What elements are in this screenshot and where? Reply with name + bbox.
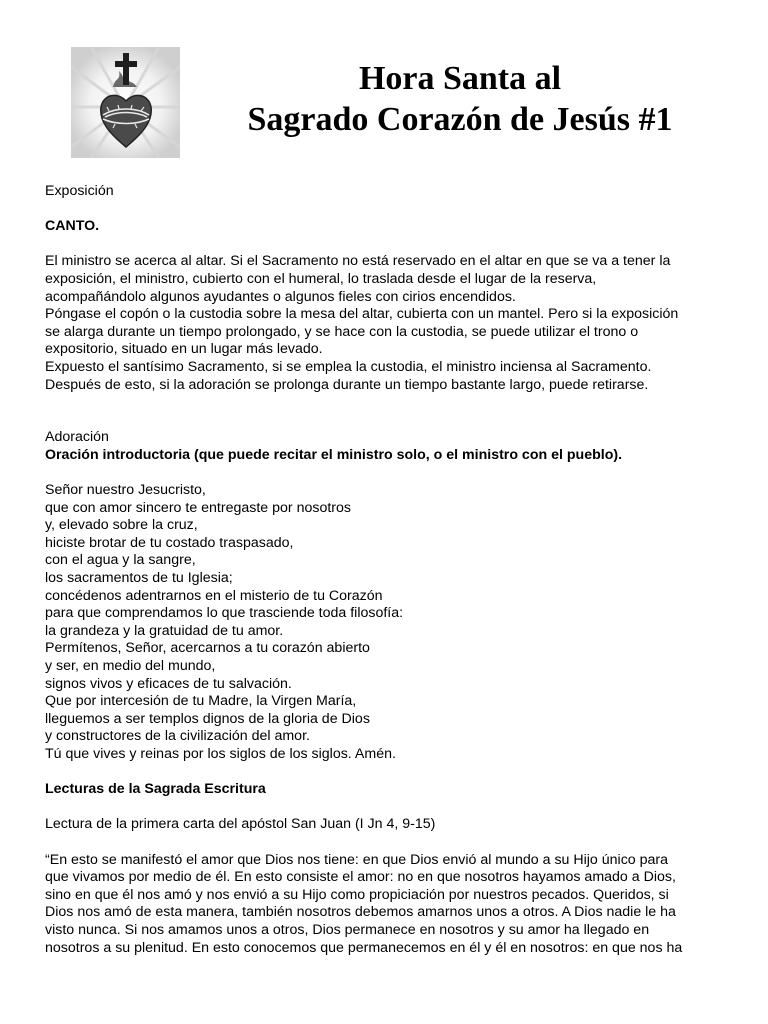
text-line: y ser, en medio del mundo, bbox=[45, 658, 216, 675]
title-line: Hora Santa al bbox=[358, 60, 562, 97]
blank-line bbox=[45, 236, 730, 254]
blank-line bbox=[45, 201, 730, 219]
section-heading: CANTO. bbox=[45, 218, 100, 235]
text-line: visto nunca. Si nos amamos unos a otros, Dios permanece en nosotros y su amor ha llegado en bbox=[45, 921, 650, 938]
text-line: Exposición bbox=[45, 183, 114, 199]
text-line: para que comprendamos lo que trasciende toda filosofía: bbox=[45, 605, 404, 622]
text-line: los sacramentos de tu Iglesia; bbox=[45, 570, 233, 587]
text-line: se alarga durante un tiempo prolongado, y se hace con la custodia, se puede utilizar el trono o bbox=[45, 323, 639, 340]
document-body bbox=[45, 183, 730, 957]
text-line: Que por intercesión de tu Madre, la Virgen María, bbox=[45, 693, 357, 710]
text-line: “En esto se manifestó el amor que Dios nos tiene: en que Dios envió al mundo a su Hijo único para bbox=[45, 851, 669, 868]
text-line: Dios nos amó de esta manera, también nosotros debemos amarnos unos a otros. A Dios nadie le ha bbox=[45, 904, 676, 921]
text-line: signos vivos y eficaces de tu salvación. bbox=[45, 675, 292, 692]
text-line: la grandeza y la gratuidad de tu amor. bbox=[45, 622, 284, 639]
text-line: El ministro se acerca al altar. Si el Sacramento no está reservado en el altar en que se va a tener la bbox=[45, 253, 671, 270]
sacred-heart-icon bbox=[71, 47, 180, 158]
text-line: Lectura de la primera carta del apóstol San Juan (I Jn 4, 9-15) bbox=[45, 816, 436, 833]
blank-line bbox=[45, 412, 730, 430]
text-line: con el agua y la sangre, bbox=[45, 552, 196, 569]
text-line: Tú que vives y reinas por los siglos de los siglos. Amén. bbox=[45, 746, 396, 762]
text-line: nosotros a su plenitud. En esto conocemos que permanecemos en él y él en nosotros: en que nos ha bbox=[45, 939, 683, 956]
text-line: Póngase el copón o la custodia sobre la mesa del altar, cubierta con un mantel. Pero si la exposición bbox=[45, 306, 679, 323]
blank-line bbox=[45, 465, 730, 483]
blank-line bbox=[45, 834, 730, 852]
blank-line bbox=[45, 764, 730, 782]
text-line: que vivamos por medio de él. En esto consiste el amor: no en que nosotros hayamos amado a Dios, bbox=[45, 869, 676, 886]
text-line: Expuesto el santísimo Sacramento, si se emplea la custodia, el ministro inciensa al Sacramento. bbox=[45, 358, 652, 375]
text-line: Señor nuestro Jesucristo, bbox=[45, 482, 206, 499]
text-line: Adoración bbox=[45, 429, 109, 446]
text-line: exposición, el ministro, cubierto con el humeral, lo traslada desde el lugar de la reserva, bbox=[45, 270, 597, 287]
text-line: acompañándolo algunos ayudantes o algunos fieles con cirios encendidos. bbox=[45, 288, 516, 305]
text-line: expositorio, situado en un lugar más levado. bbox=[45, 341, 323, 358]
page-title bbox=[200, 58, 720, 140]
section-heading: Oración introductoria (que puede recitar el ministro solo, o el ministro con el pueblo). bbox=[45, 446, 623, 463]
text-line: y constructores de la civilización del amor. bbox=[45, 728, 310, 745]
section-heading: Lecturas de la Sagrada Escritura bbox=[45, 781, 266, 798]
blank-line bbox=[45, 394, 730, 412]
text-line: Permítenos, Señor, acercarnos a tu corazón abierto bbox=[45, 640, 370, 657]
title-line: Sagrado Corazón de Jesús #1 bbox=[247, 101, 673, 138]
text-line: concédenos adentrarnos en el misterio de tu Corazón bbox=[45, 587, 383, 604]
text-line: lleguemos a ser templos dignos de la gloria de Dios bbox=[45, 710, 370, 727]
blank-line bbox=[45, 799, 730, 817]
text-line: hiciste brotar de tu costado traspasado, bbox=[45, 534, 294, 551]
text-line: que con amor sincero te entregaste por nosotros bbox=[45, 499, 351, 516]
text-line: sino en que él nos amó y nos envió a su Hijo como propiciación por nuestros pecados. Queridos, si bbox=[45, 886, 669, 903]
text-line: y, elevado sobre la cruz, bbox=[45, 517, 198, 534]
text-line: Después de esto, si la adoración se prolonga durante un tiempo bastante largo, puede retirarse. bbox=[45, 376, 649, 393]
